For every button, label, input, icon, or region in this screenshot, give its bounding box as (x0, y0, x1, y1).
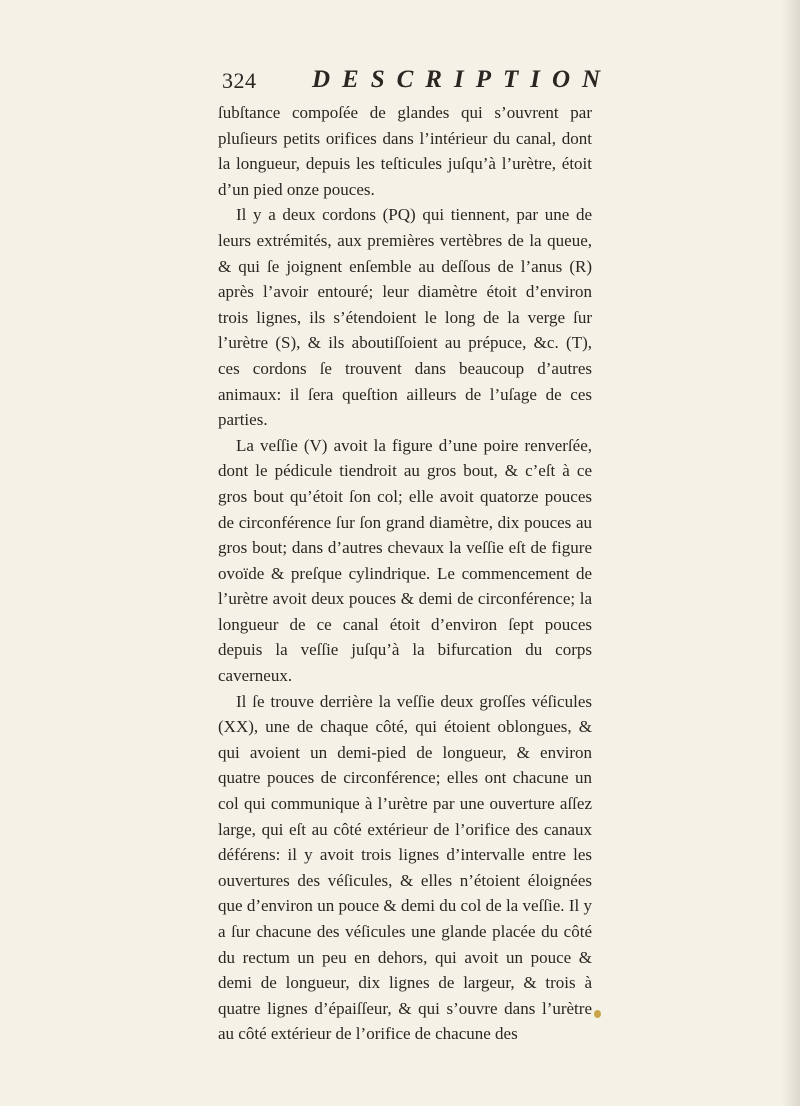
body-text (218, 100, 592, 1047)
page-number: 324 (222, 68, 257, 93)
running-head: DESCRIPTION (312, 66, 613, 93)
ink-speck (594, 1010, 601, 1018)
page-header (222, 66, 613, 96)
paragraph-2: Il y a deux cordons (PQ) qui tiennent, par une de leurs extrémités, aux premières vertèbres de la queue, & qui ſe joignent enſemble au deſſous de l’anus (R) après l’avoir entouré; leur diamètre étoit d’environ trois lignes, ils s’étendoient le long de la verge ſur l’urètre (S), & ils aboutiſſoient au prépuce, &c. (T), ces cordons ſe trouvent dans beaucoup d’autres animaux: il ſera queſtion ailleurs de l’uſage de ces parties. (218, 205, 592, 430)
page-edge-shadow (782, 0, 800, 1106)
paragraph-1: ſubſtance compoſée de glandes qui s’ouvrent par pluſieurs petits orifices dans l’intérieur du canal, dont la longueur, depuis les teſticules juſqu’à l’urètre, étoit d’un pied onze pouces. (218, 103, 592, 199)
paragraph-4: Il ſe trouve derrière la veſſie deux groſſes véſicules (XX), une de chaque côté, qui étoient oblongues, & qui avoient un demi-pied de longueur, & environ quatre pouces de circonférence; elles ont chacune un col qui communique à l’urètre par une ouverture aſſez large, qui eſt au côté extérieur de l’orifice des canaux déférens: il y avoit trois lignes d’intervalle entre les ouvertures des véſicules, & elles n’étoient éloignées que d’environ un pouce & demi du col de la veſſie. Il y a ſur chacune des véſicules une glande placée du côté du rectum un peu en dehors, qui avoit un pouce & demi de longueur, dix lignes de largeur, & trois à quatre lignes d’épaiſſeur, & qui s’ouvre dans l’urètre au côté extérieur de l’orifice de chacune des (218, 691, 592, 1044)
paragraph-3: La veſſie (V) avoit la figure d’une poire renverſée, dont le pédicule tiendroit au gros bout, & c’eſt à ce gros bout qu’étoit ſon col; elle avoit quatorze pouces de circonférence ſur ſon grand diamètre, dix pouces au gros bout; dans d’autres chevaux la veſſie eſt de figure ovoïde & preſque cylindrique. Le commencement de l’urètre avoit deux pouces & demi de circonférence; la longueur de ce canal étoit d’environ ſept pouces depuis la veſſie juſqu’à la bifurcation du corps caverneux. (218, 435, 592, 686)
